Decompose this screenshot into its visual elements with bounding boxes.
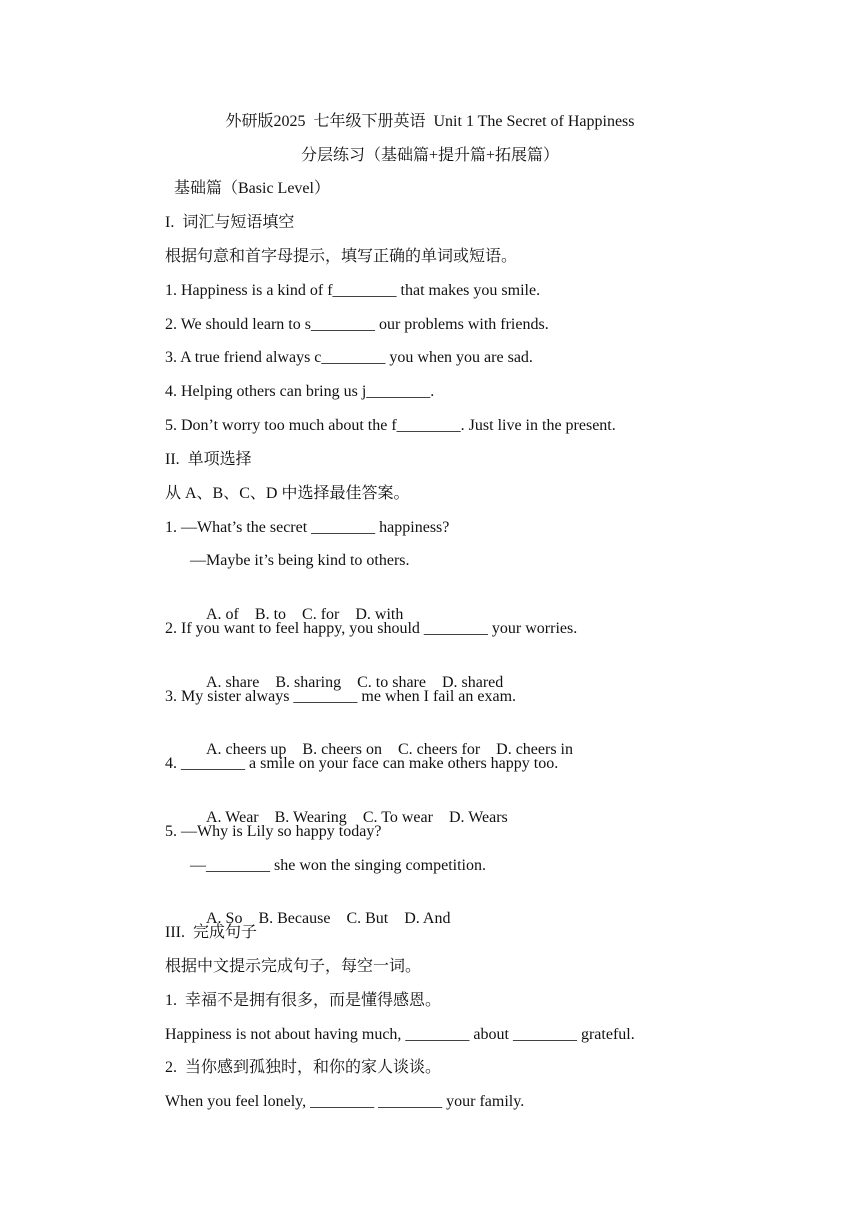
level-heading: 基础篇（Basic Level） bbox=[174, 180, 330, 197]
option-c: C. for bbox=[302, 606, 340, 623]
option-c: C. To wear bbox=[362, 809, 433, 826]
option-b: B. cheers on bbox=[302, 741, 382, 758]
option-d: D. with bbox=[355, 606, 404, 623]
fill-blank-item: 5. Don’t worry too much about the f________. Just live in the present. bbox=[165, 417, 616, 434]
mc-question-stem: 4. ________ a smile on your face can make others happy too. bbox=[165, 755, 559, 772]
option-c: C. cheers for bbox=[397, 741, 481, 758]
option-b: B. Wearing bbox=[274, 809, 347, 826]
option-c: C. to share bbox=[357, 674, 426, 691]
mc-question-reply: —Maybe it’s being kind to others. bbox=[190, 552, 410, 569]
option-a: A. So bbox=[206, 910, 243, 927]
mc-question-stem: 5. —Why is Lily so happy today? bbox=[165, 823, 382, 840]
mc-question-reply: —________ she won the singing competition. bbox=[190, 857, 486, 874]
option-d: D. And bbox=[404, 910, 451, 927]
section-1-heading: I. 词汇与短语填空 bbox=[165, 214, 295, 231]
section-2-heading: II. 单项选择 bbox=[165, 451, 252, 468]
option-b: B. sharing bbox=[275, 674, 342, 691]
section-3-instruction: 根据中文提示完成句子，每空一词。 bbox=[165, 958, 422, 975]
option-d: D. Wears bbox=[448, 809, 508, 826]
sentence-prompt-cn: 2. 当你感到孤独时，和你的家人谈谈。 bbox=[165, 1059, 442, 1076]
option-b: B. to bbox=[254, 606, 287, 623]
option-a: A. Wear bbox=[206, 809, 259, 826]
sentence-blank-en: When you feel lonely, ________ ________ your family. bbox=[165, 1093, 525, 1110]
fill-blank-item: 1. Happiness is a kind of f________ that makes you smile. bbox=[165, 282, 541, 299]
sentence-blank-en: Happiness is not about having much, ________ about ________ grateful. bbox=[165, 1026, 635, 1043]
option-d: D. shared bbox=[441, 674, 504, 691]
section-1-instruction: 根据句意和首字母提示，填写正确的单词或短语。 bbox=[165, 248, 518, 265]
fill-blank-item: 4. Helping others can bring us j________. bbox=[165, 383, 435, 400]
document-subtitle: 分层练习（基础篇+提升篇+拓展篇） bbox=[300, 147, 560, 164]
option-a: A. of bbox=[206, 606, 239, 623]
mc-question-stem: 3. My sister always ________ me when I fail an exam. bbox=[165, 688, 517, 705]
section-3-heading: III. 完成句子 bbox=[165, 924, 257, 941]
option-a: A. share bbox=[206, 674, 260, 691]
option-c: C. But bbox=[346, 910, 389, 927]
fill-blank-item: 2. We should learn to s________ our problems with friends. bbox=[165, 316, 549, 333]
option-a: A. cheers up bbox=[206, 741, 287, 758]
option-b: B. Because bbox=[258, 910, 331, 927]
fill-blank-item: 3. A true friend always c________ you when you are sad. bbox=[165, 349, 533, 366]
document-title: 外研版2025 七年级下册英语 Unit 1 The Secret of Happiness bbox=[225, 113, 635, 130]
mc-question-stem: 2. If you want to feel happy, you should ________ your worries. bbox=[165, 620, 578, 637]
section-2-instruction: 从 A、B、C、D 中选择最佳答案。 bbox=[165, 485, 410, 502]
option-d: D. cheers in bbox=[496, 741, 573, 758]
mc-question-stem: 1. —What’s the secret ________ happiness? bbox=[165, 519, 450, 536]
sentence-prompt-cn: 1. 幸福不是拥有很多，而是懂得感恩。 bbox=[165, 992, 442, 1009]
